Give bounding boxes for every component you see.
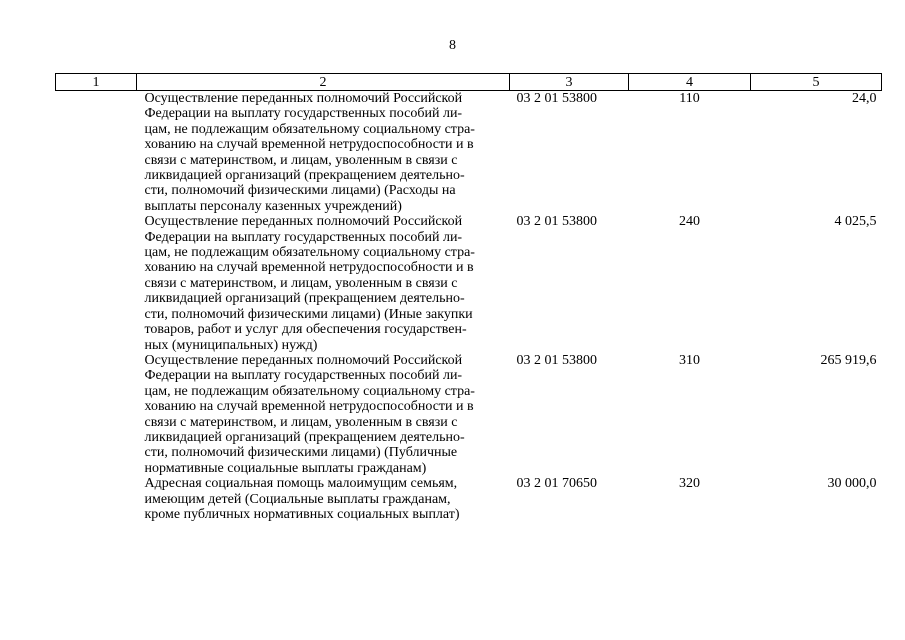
table-row bbox=[56, 214, 882, 353]
expense-type-cell: 110 bbox=[679, 91, 700, 106]
row-description: Осуществление переданных полномочий Российской Федерации на выплату государственных пособий ли- цам, не подлежащим обязательному социальному стра- хованию на случай временной нетрудоспособности и в связи с материнством, и лицам, уволенным в связи с ликвидацией организаций (прекращением деятельно- сти, полномочий физическими лицами) (Публичные нормативные социальные выплаты гражданам) bbox=[144, 352, 475, 476]
row-number-cell bbox=[56, 476, 137, 522]
row-number-cell bbox=[56, 214, 137, 353]
description-cell bbox=[137, 214, 510, 353]
description-cell bbox=[137, 476, 510, 522]
target-code-cell: 03 2 01 53800 bbox=[516, 352, 597, 368]
column-header-5: 5 bbox=[751, 74, 882, 91]
row-description: Осуществление переданных полномочий Российской Федерации на выплату государственных пособий ли- цам, не подлежащим обязательному социальному стра- хованию на случай временной нетрудоспособности и в связи с материнством, и лицам, уволенным в связи с ликвидацией организаций (прекращением деятельно- сти, полномочий физическими лицами) (Иные закупки товаров, работ и услуг для обеспечения государствен- ных (муниципальных) нужд) bbox=[144, 214, 475, 353]
row-number-cell bbox=[56, 353, 137, 476]
amount-cell: 30 000,0 bbox=[827, 476, 877, 492]
table-row bbox=[56, 476, 882, 522]
row-description: Адресная социальная помощь малоимущим семьям, имеющим детей (Социальные выплаты гражданам, кроме публичных нормативных социальных выплат) bbox=[144, 476, 460, 522]
target-code-cell: 03 2 01 53800 bbox=[516, 214, 597, 230]
amount-cell: 24,0 bbox=[852, 91, 877, 106]
page-number: 8 bbox=[449, 38, 456, 53]
expense-type-cell: 240 bbox=[679, 214, 700, 230]
description-cell bbox=[137, 91, 510, 215]
column-header-1: 1 bbox=[56, 74, 137, 91]
target-code-cell: 03 2 01 53800 bbox=[516, 91, 597, 106]
table-header-row bbox=[56, 74, 882, 91]
row-number-cell bbox=[56, 91, 137, 215]
amount-cell: 4 025,5 bbox=[834, 214, 877, 230]
row-description: Осуществление переданных полномочий Российской Федерации на выплату государственных пособий ли- цам, не подлежащим обязательному социальному стра- хованию на случай временной нетрудоспособности и в связи с материнством, и лицам, уволенным в связи с ликвидацией организаций (прекращением деятельно- сти, полномочий физическими лицами) (Расходы на выплаты персоналу казенных учреждений) bbox=[144, 91, 475, 214]
column-header-4: 4 bbox=[629, 74, 751, 91]
description-cell bbox=[137, 353, 510, 476]
table-row bbox=[56, 91, 882, 215]
target-code-cell: 03 2 01 70650 bbox=[516, 476, 597, 492]
amount-cell: 265 919,6 bbox=[820, 352, 877, 368]
column-header-3: 3 bbox=[510, 74, 629, 91]
expense-type-cell: 310 bbox=[679, 352, 700, 368]
column-header-2: 2 bbox=[137, 74, 510, 91]
budget-table bbox=[55, 73, 882, 522]
expense-type-cell: 320 bbox=[679, 476, 700, 492]
table-row bbox=[56, 353, 882, 476]
